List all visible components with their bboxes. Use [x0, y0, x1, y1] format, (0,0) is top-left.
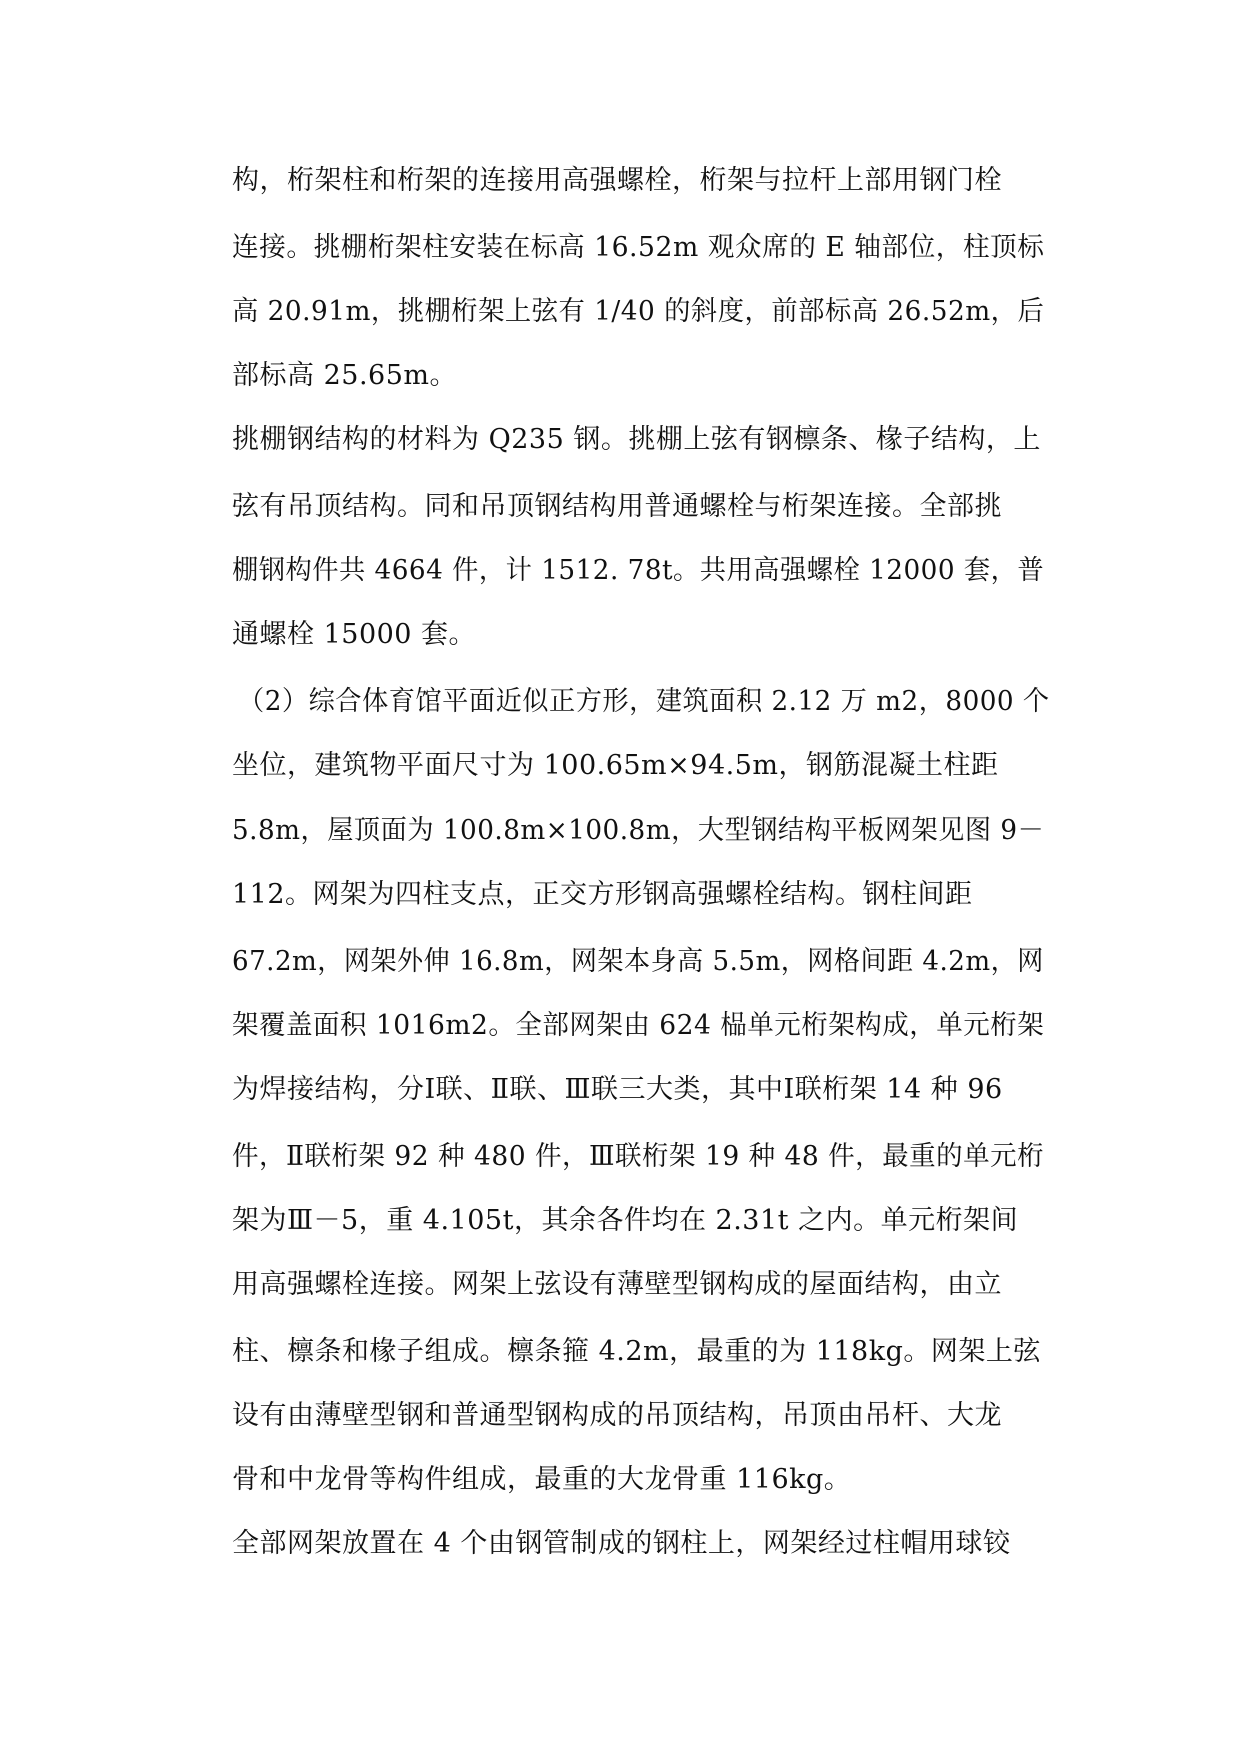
text-line: 架覆盖面积 1016m2。全部网架由 624 榀单元桁架构成，单元桁架	[232, 1010, 1045, 1041]
text-line: 柱、檩条和椽子组成。檩条箍 4.2m，最重的为 118kg。网架上弦	[232, 1336, 1041, 1367]
text-line: 用高强螺栓连接。网架上弦设有薄壁型钢构成的屋面结构，由立	[232, 1269, 1002, 1300]
text-line: 棚钢构件共 4664 件，计 1512. 78t。共用高强螺栓 12000 套，普	[232, 555, 1045, 586]
text-line: 构，桁架柱和桁架的连接用高强螺栓，桁架与拉杆上部用钢门栓	[232, 165, 1002, 196]
text-line: 骨和中龙骨等构件组成，最重的大龙骨重 116kg。	[232, 1464, 852, 1495]
text-line: 坐位，建筑物平面尺寸为 100.65m×94.5m，钢筋混凝土柱距	[232, 750, 999, 781]
text-line: 弦有吊顶结构。同和吊顶钢结构用普通螺栓与桁架连接。全部挑	[232, 491, 1002, 522]
text-line: 112。网架为四柱支点，正交方形钢高强螺栓结构。钢柱间距	[232, 879, 973, 910]
text-line: （2）综合体育馆平面近似正方形，建筑面积 2.12 万 m2，8000 个	[238, 686, 1050, 717]
text-line: 连接。挑棚桁架柱安装在标高 16.52m 观众席的 E 轴部位，柱顶标	[232, 232, 1045, 263]
text-line: 为焊接结构，分Ⅰ联、Ⅱ联、Ⅲ联三大类，其中Ⅰ联桁架 14 种 96	[232, 1074, 1003, 1105]
text-line: 架为Ⅲ－5，重 4.105t，其余各件均在 2.31t 之内。单元桁架间	[232, 1205, 1019, 1236]
text-line: 通螺栓 15000 套。	[232, 619, 477, 650]
text-line: 高 20.91m，挑棚桁架上弦有 1/40 的斜度，前部标高 26.52m，后	[232, 296, 1045, 327]
text-line: 67.2m，网架外伸 16.8m，网架本身高 5.5m，网格间距 4.2m，网	[232, 946, 1044, 977]
text-line: 件，Ⅱ联桁架 92 种 480 件，Ⅲ联桁架 19 种 48 件，最重的单元桁	[232, 1141, 1045, 1172]
text-line: 5.8m，屋顶面为 100.8m×100.8m，大型钢结构平板网架见图 9－	[232, 815, 1045, 846]
text-line: 挑棚钢结构的材料为 Q235 钢。挑棚上弦有钢檩条、椽子结构，上	[232, 424, 1041, 455]
text-line: 部标高 25.65m。	[232, 360, 457, 391]
text-line: 全部网架放置在 4 个由钢管制成的钢柱上，网架经过柱帽用球铰	[232, 1528, 1011, 1559]
text-line: 设有由薄壁型钢和普通型钢构成的吊顶结构，吊顶由吊杆、大龙	[232, 1400, 1002, 1431]
